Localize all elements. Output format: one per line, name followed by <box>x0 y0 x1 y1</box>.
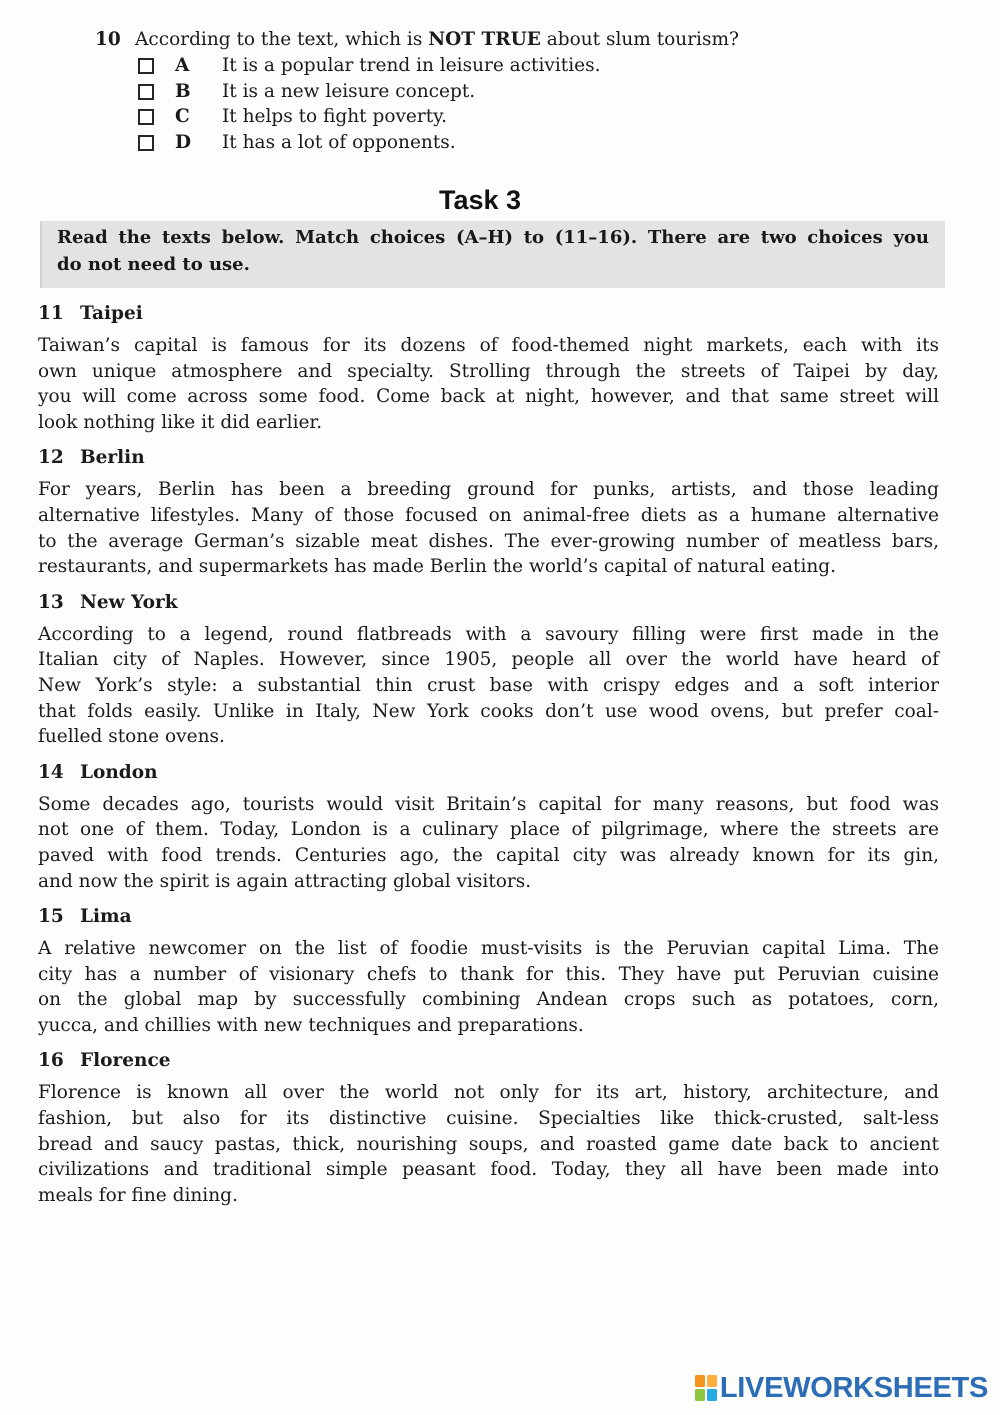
paragraph-line: meals for fine dining. <box>38 1184 238 1206</box>
paragraph-line: yucca, and chillies with new techniques and preparations. <box>38 1014 584 1036</box>
paragraph-line: Some decades ago, tourists would visit Britain’s capital for many reasons, but food was <box>38 793 939 815</box>
paragraph-line: A relative newcomer on the list of foodie must-visits is the Peruvian capital Lima. The <box>38 938 939 960</box>
text-section-london <box>38 760 939 894</box>
answer-option-c[interactable] <box>138 104 738 130</box>
option-text: It helps to fight poverty. <box>222 106 448 127</box>
paragraph-line: paved with food trends. Centuries ago, the capital city was already known for its gin, <box>38 844 939 866</box>
section-title: Berlin <box>80 447 145 469</box>
section-paragraph <box>38 477 939 579</box>
answer-option-d[interactable] <box>138 130 738 156</box>
section-heading <box>38 301 939 327</box>
option-letter: D <box>175 131 192 153</box>
paragraph-line: own unique atmosphere and specialty. Strolling through the streets of Taipei by day, <box>38 360 939 382</box>
option-text: It is a new leisure concept. <box>222 80 476 102</box>
paragraph-line: Taiwan’s capital is famous for its dozens of food-themed night markets, each with its <box>38 335 939 356</box>
question-prompt <box>135 29 739 50</box>
paragraph-line: that folds easily. Unlike in Italy, New York cooks don’t use wood ovens, but prefer coal- <box>38 700 939 722</box>
text-section-florence <box>38 1048 939 1208</box>
paragraph-line: New York’s style: a substantial thin crust base with crispy edges and a soft interior <box>38 674 939 696</box>
question-number: 10 <box>95 29 121 50</box>
paragraph-line: fashion, but also for its distinctive cuisine. Specialties like thick-crusted, salt-less <box>38 1108 939 1130</box>
prompt-start: According to the text, which is <box>135 29 423 50</box>
prompt-emphasis: NOT TRUE <box>428 29 541 50</box>
paragraph-line: you will come across some food. Come back at night, however, and that same street will <box>38 386 939 408</box>
section-title: Lima <box>80 906 132 928</box>
liveworksheets-logo <box>695 1372 988 1404</box>
paragraph-line: city has a number of visionary chefs to thank for this. They have put Peruvian cuisine <box>38 963 939 985</box>
answer-options <box>138 53 738 155</box>
section-heading <box>38 1048 939 1074</box>
answer-option-b[interactable] <box>138 79 738 105</box>
section-number: 11 <box>38 303 64 324</box>
paragraph-line: alternative lifestyles. Many of those focused on animal-free diets as a humane alternative <box>38 504 939 526</box>
section-paragraph <box>38 1080 939 1208</box>
paragraph-line: on the global map by successfully combining Andean crops such as potatoes, corn, <box>38 989 939 1011</box>
section-paragraph <box>38 333 939 435</box>
task-title: Task 3 <box>438 185 522 215</box>
section-number: 12 <box>38 447 64 469</box>
section-title: Taipei <box>80 303 143 324</box>
option-text: It has a lot of opponents. <box>222 131 456 153</box>
prompt-end: about slum tourism? <box>546 29 739 50</box>
option-letter: C <box>175 106 190 127</box>
paragraph-line: fuelled stone ovens. <box>38 726 225 748</box>
section-number: 14 <box>38 761 64 783</box>
section-number: 13 <box>38 591 64 613</box>
instructions-line: do not need to use. <box>57 254 250 275</box>
reading-texts <box>38 301 939 1218</box>
section-heading <box>38 760 939 786</box>
section-title: London <box>80 761 158 783</box>
paragraph-line: civilizations and traditional simple peasant food. Today, they all have been made into <box>38 1159 939 1181</box>
text-section-taipei <box>38 301 939 435</box>
paragraph-line: Italian city of Naples. However, since 1905, people all over the world have heard of <box>38 649 939 671</box>
section-paragraph <box>38 936 939 1038</box>
section-number: 15 <box>38 906 64 928</box>
task-instructions <box>40 221 945 288</box>
liveworksheets-logo-icon <box>695 1375 717 1401</box>
instructions-line: Read the texts below. Match choices (A–H) to (11–16). There are two choices you <box>57 227 929 248</box>
text-section-new-york <box>38 590 939 750</box>
section-heading <box>38 590 939 616</box>
option-text: It is a popular trend in leisure activities. <box>222 55 601 76</box>
section-paragraph <box>38 622 939 750</box>
paragraph-line: to the average German’s sizable meat dishes. The ever-growing number of meatless bars, <box>38 530 939 552</box>
checkbox-d[interactable] <box>138 135 154 151</box>
paragraph-line: For years, Berlin has been a breeding ground for punks, artists, and those leading <box>38 479 939 501</box>
paragraph-line: According to a legend, round flatbreads with a savoury filling were first made in the <box>38 623 939 645</box>
text-section-lima <box>38 904 939 1038</box>
section-paragraph <box>38 792 939 894</box>
paragraph-line: bread and saucy pastas, thick, nourishing soups, and roasted game date back to ancient <box>38 1133 939 1155</box>
checkbox-b[interactable] <box>138 84 154 100</box>
text-section-berlin <box>38 445 939 579</box>
question-10 <box>95 27 739 53</box>
paragraph-line: and now the spirit is again attracting global visitors. <box>38 870 532 892</box>
paragraph-line: Florence is known all over the world not only for its art, history, architecture, and <box>38 1082 939 1104</box>
answer-option-a[interactable] <box>138 53 738 79</box>
section-title: Florence <box>80 1050 171 1072</box>
option-letter: B <box>175 80 191 102</box>
section-title: New York <box>80 591 178 613</box>
paragraph-line: restaurants, and supermarkets has made Berlin the world’s capital of natural eating. <box>38 556 837 578</box>
option-letter: A <box>175 55 190 76</box>
paragraph-line: not one of them. Today, London is a culinary place of pilgrimage, where the streets are <box>38 819 939 841</box>
logo-text: LIVEWORKSHEETS <box>719 1372 988 1404</box>
paragraph-line: look nothing like it did earlier. <box>38 411 323 433</box>
section-number: 16 <box>38 1050 64 1072</box>
checkbox-a[interactable] <box>138 58 154 74</box>
section-heading <box>38 445 939 471</box>
checkbox-c[interactable] <box>138 109 154 125</box>
section-heading <box>38 904 939 930</box>
